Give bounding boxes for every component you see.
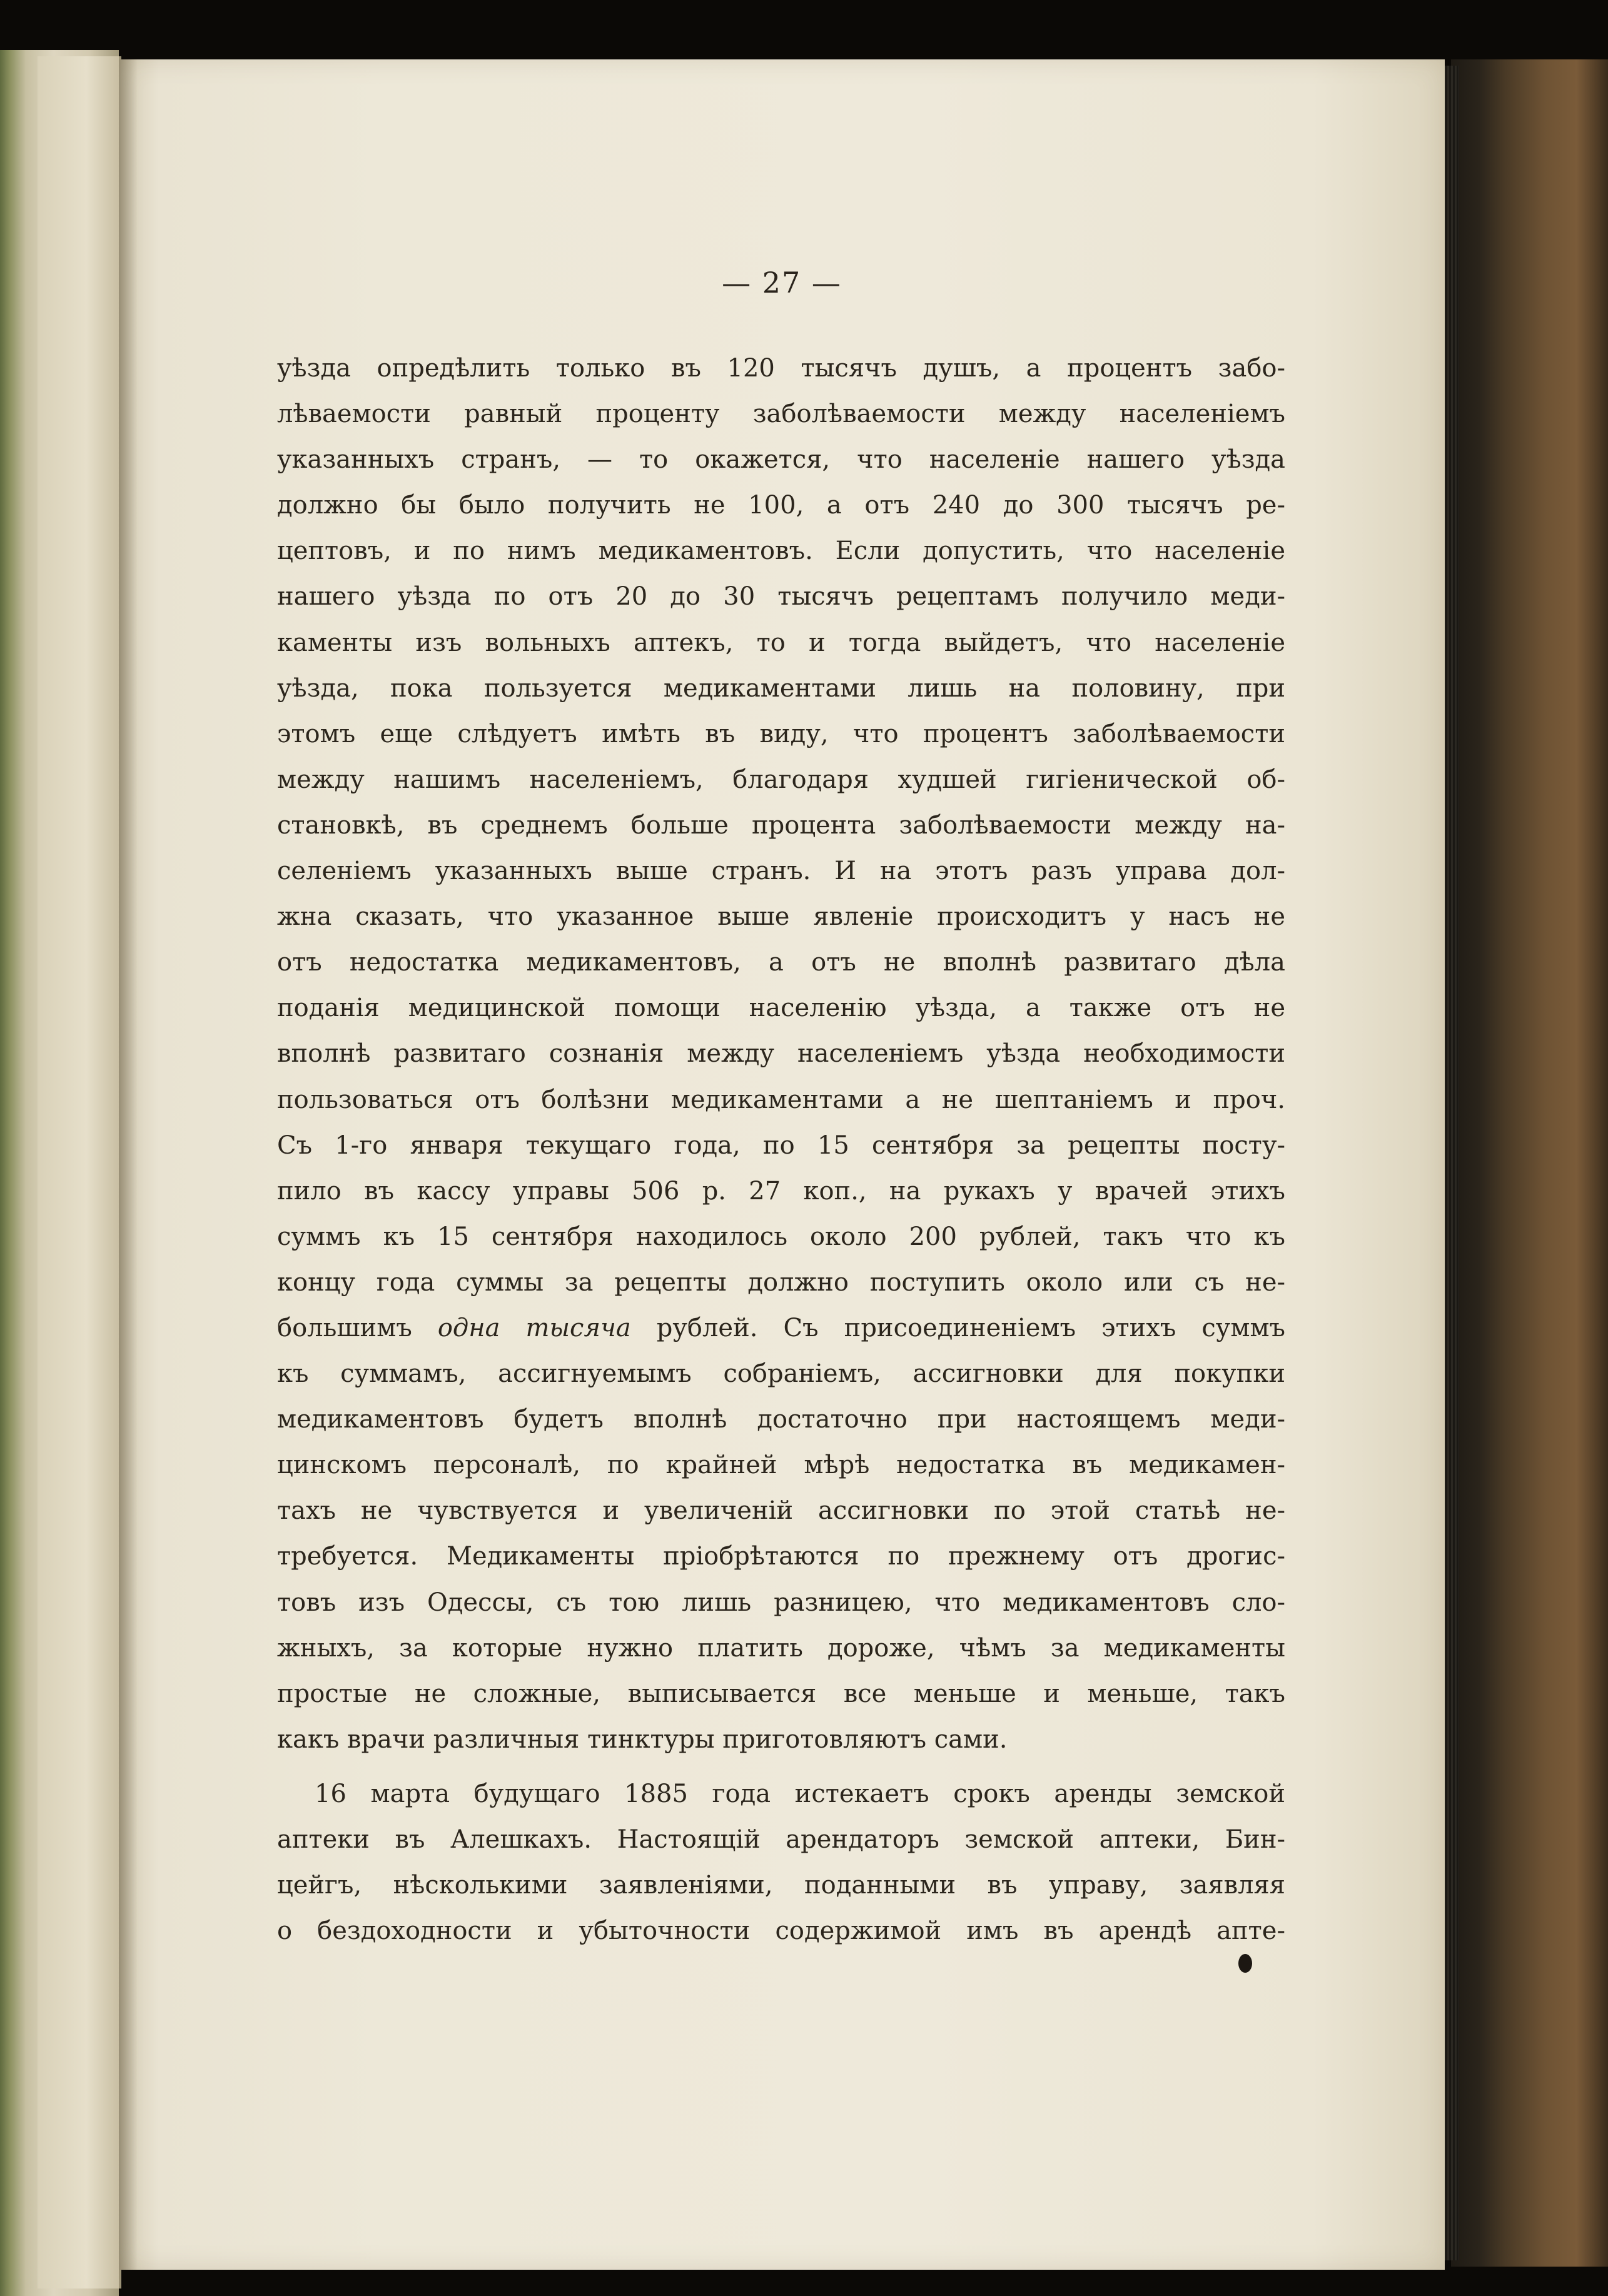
emphasis-text: одна тысяча [437, 1313, 631, 1342]
text-line: между нашимъ населеніемъ, благодаря худшей гигіенической об- [277, 765, 1285, 794]
book-page [119, 59, 1445, 2270]
text-line: суммъ къ 15 сентября находилось около 200 рублей, такъ что къ [277, 1222, 1285, 1251]
text-line: поданія медицинской помощи населенію уѣзда, а также отъ не [277, 994, 1285, 1023]
text-line: пило въ кассу управы 506 р. 27 коп., на рукахъ у врачей этихъ [277, 1176, 1285, 1206]
text-line: цинскомъ персоналѣ, по крайней мѣрѣ недостатка въ медикамен- [277, 1451, 1285, 1480]
left-page-edge [38, 56, 121, 2288]
text-line: жныхъ, за которые нужно платить дороже, чѣмъ за медикаменты [277, 1633, 1285, 1663]
page-number: — 27 — [722, 266, 842, 300]
text-line: какъ врачи различныя тинктуры приготовляютъ сами. [277, 1725, 1008, 1754]
text-line: нашего уѣзда по отъ 20 до 30 тысячъ рецептамъ получило меди- [277, 582, 1285, 612]
text-line: уѣзда опредѣлить только въ 120 тысячъ душъ, а процентъ забо- [277, 354, 1285, 383]
text-line: каменты изъ вольныхъ аптекъ, то и тогда выйдетъ, что населеніе [277, 628, 1285, 657]
text-line: концу года суммы за рецепты должно поступить около или съ не- [277, 1267, 1285, 1297]
body-text [277, 346, 1285, 1954]
text-line-with-emphasis [277, 1306, 1285, 1351]
text-line: уѣзда, пока пользуется медикаментами лишь на половину, при [277, 673, 1285, 703]
text-line: требуется. Медикаменты пріобрѣтаются по прежнему отъ дрогис- [277, 1542, 1285, 1571]
text-fragment: большимъ [277, 1313, 412, 1342]
text-line: о бездоходности и убыточности содержимой имъ въ арендѣ апте- [277, 1916, 1285, 1946]
text-line: тахъ не чувствуется и увеличеній ассигновки по этой статьѣ не- [277, 1496, 1285, 1526]
text-line: аптеки въ Алешкахъ. Настоящій арендаторъ земской аптеки, Бин- [277, 1825, 1285, 1854]
text-line: жна сказать, что указанное выше явленіе происходитъ у насъ не [277, 902, 1285, 932]
text-line-paragraph-start: 16 марта будущаго 1885 года истекаетъ срокъ аренды земской [315, 1779, 1285, 1808]
right-cover [1451, 59, 1608, 2267]
text-line: медикаментовъ будетъ вполнѣ достаточно при настоящемъ меди- [277, 1405, 1285, 1434]
fold-shadow [119, 59, 138, 2270]
text-line: этомъ еще слѣдуетъ имѣть въ виду, что процентъ заболѣваемости [277, 719, 1285, 748]
text-line: становкѣ, въ среднемъ больше процента заболѣваемости между на- [277, 810, 1285, 840]
text-line: пользоваться отъ болѣзни медикаментами а не шептаніемъ и проч. [277, 1085, 1285, 1114]
text-fragment: рублей. Съ присоединеніемъ этихъ суммъ [656, 1313, 1286, 1342]
text-line: простые не сложные, выписывается все меньше и меньше, такъ [277, 1679, 1285, 1708]
text-line: Съ 1-го января текущаго года, по 15 сентября за рецепты посту- [277, 1130, 1285, 1160]
text-line: товъ изъ Одессы, съ тою лишь разницею, что медикаментовъ сло- [277, 1588, 1285, 1617]
text-line: селеніемъ указанныхъ выше странъ. И на этотъ разъ управа дол- [277, 857, 1285, 886]
text-line: должно бы было получить не 100, а отъ 240 до 300 тысячъ ре- [277, 491, 1285, 520]
text-line: цейгъ, нѣсколькими заявленіями, поданными въ управу, заявляя [277, 1871, 1285, 1900]
text-line: лѣваемости равный проценту заболѣваемости между населеніемъ [277, 400, 1285, 429]
text-line: цептовъ, и по нимъ медикаментовъ. Если допустить, что населеніе [277, 536, 1285, 566]
text-line: отъ недостатка медикаментовъ, а отъ не вполнѣ развитаго дѣла [277, 948, 1285, 977]
text-line: вполнѣ развитаго сознанія между населеніемъ уѣзда необходимости [277, 1039, 1285, 1069]
ink-speck [1238, 1954, 1252, 1973]
text-line: указанныхъ странъ, — то окажется, что населеніе нашего уѣзда [277, 445, 1285, 475]
text-line: къ суммамъ, ассигнуемымъ собраніемъ, ассигновки для покупки [277, 1359, 1285, 1389]
